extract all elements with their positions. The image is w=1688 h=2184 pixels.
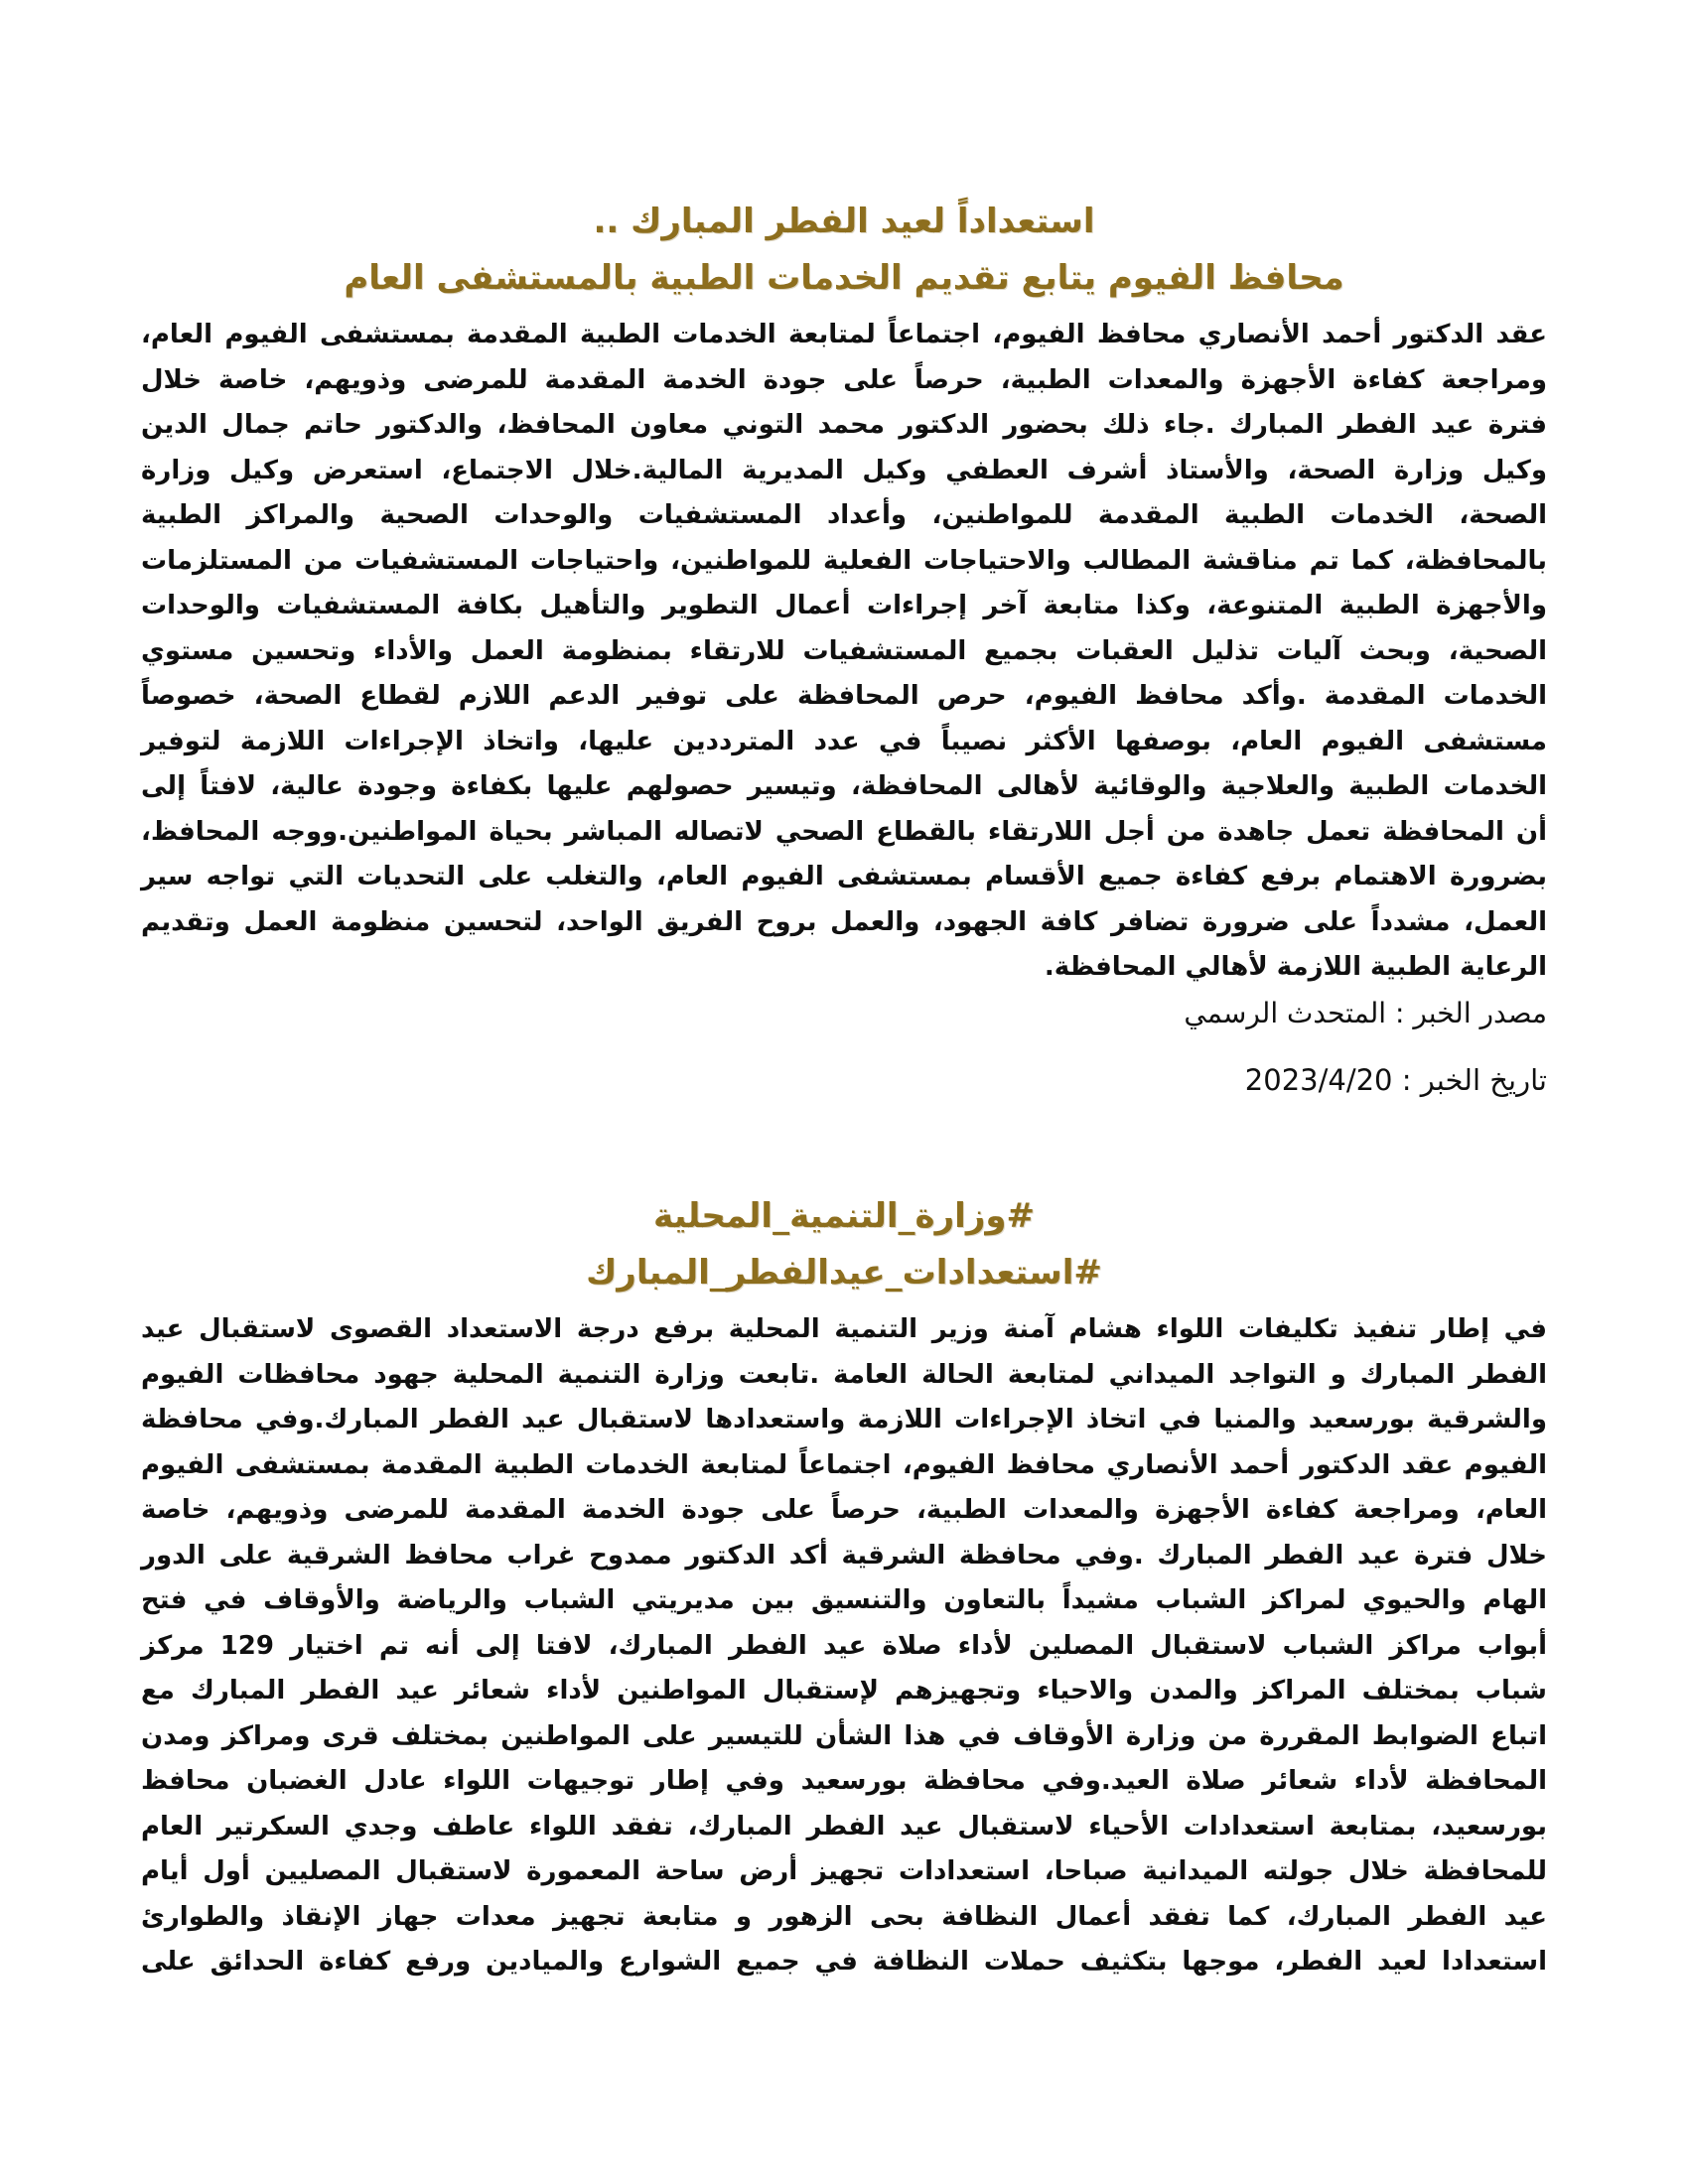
text-line: الصحية، وبحث آليات تذليل العقبات بجميع المستشفيات للارتقاء بمنظومة العمل والأداء وتحسين مستوي <box>141 635 1547 666</box>
text-line: فترة عيد الفطر المبارك .جاء ذلك بحضور الدكتور محمد التوني معاون المحافظ، والدكتور حاتم جمال الدين <box>141 410 1547 440</box>
text-line: العام، ومراجعة كفاءة الأجهزة والمعدات الطبية، حرصاً على جودة الخدمة المقدمة للمرضى وذويهم، خاصة <box>141 1495 1547 1525</box>
text-line: شباب بمختلف المراكز والمدن والاحياء وتجهيزهم لإستقبال المواطنين لأداء شعائر عيد الفطر المبارك مع <box>141 1676 1547 1706</box>
article-ministry-body-lines <box>141 1307 1547 1985</box>
article-fayoum-body-lines <box>141 313 1547 945</box>
text-line: للمحافظة خلال جولته الميدانية صباحا، استعدادات تجهيز أرض ساحة المعمورة لاستقبال المصليين أول أيام <box>141 1856 1547 1886</box>
article-fayoum-body <box>141 313 1547 1103</box>
text-line: استعدادا لعيد الفطر، موجها بتكثيف حملات النظافة في جميع الشوارع والميادين ورفع كفاءة الحدائق على <box>141 1947 1547 1977</box>
hashtag-eid-fitr-preparations: #استعدادات_عيدالفطر_المبارك <box>586 1253 1102 1293</box>
text-line: وكيل وزارة الصحة، والأستاذ أشرف العطفي وكيل المديرية المالية.خلال الاجتماع، استعرض وكيل وزارة <box>141 455 1547 485</box>
text-line: الهام والحيوي لمراكز الشباب مشيداً بالتعاون والتنسيق بين مديريتي الشباب والرياضة والأوقاف في فتح <box>141 1585 1547 1615</box>
text-line: أن المحافظة تعمل جاهدة من أجل اللارتقاء بالقطاع الصحي لاتصاله المباشر بحياة المواطنين.ووجه المحافظ، <box>141 816 1547 847</box>
text-line: الخدمات الطبية والعلاجية والوقائية لأهالى المحافظة، وتيسير حصولهم عليها بكفاءة وجودة عالية، لافتاً إلى <box>141 771 1547 801</box>
hashtag-block <box>141 1188 1547 1301</box>
text-line: خلال فترة عيد الفطر المبارك .وفي محافظة الشرقية أكد الدكتور ممدوح غراب محافظ الشرقية على الدور <box>141 1540 1547 1570</box>
text-line: في إطار تنفيذ تكليفات اللواء هشام آمنة وزير التنمية المحلية برفع درجة الاستعداد القصوى لاستقبال عيد <box>141 1314 1547 1344</box>
text-line: عقد الدكتور أحمد الأنصاري محافظ الفيوم، اجتماعاً لمتابعة الخدمات الطبية المقدمة بمستشفى الفيوم العام، <box>141 320 1547 349</box>
text-line: المحافظة لأداء شعائر صلاة العيد.وفي محافظة بورسعيد وفي إطار توجيهات اللواء عادل الغضبان محافظ <box>141 1766 1547 1796</box>
text-line: الصحة، الخدمات الطبية المقدمة للمواطنين، وأعداد المستشفيات والوحدات الصحية والمراكز الطبية <box>141 500 1547 530</box>
text-line: الخدمات المقدمة .وأكد محافظ الفيوم، حرص المحافظة على توفير الدعم اللازم لقطاع الصحة، خصوصاً <box>141 681 1547 711</box>
text-line: بالمحافظة، كما تم مناقشة المطالب والاحتياجات الفعلية للمواطنين، واحتياجات المستشفيات من المستلزمات <box>141 545 1547 576</box>
text-line: العمل، مشدداً على ضرورة تضافر كافة الجهود، والعمل بروح الفريق الواحد، لتحسين منظومة العمل وتقديم <box>141 906 1547 937</box>
news-date: تاريخ الخبر : 2023/4/20 <box>1244 1063 1547 1097</box>
text-line: والأجهزة الطبية المتنوعة، وكذا متابعة آخر إجراءات أعمال التطوير والتأهيل بكافة المستشفيات والوحدات <box>141 591 1547 620</box>
text-line: أبواب مراكز الشباب لاستقبال المصلين لأداء صلاة عيد الفطر المبارك، لافتا إلى أنه تم اختيار 129 مركز <box>141 1630 1547 1661</box>
article-title-line-2: محافظ الفيوم يتابع تقديم الخدمات الطبية بالمستشفى العام <box>344 258 1344 298</box>
article-title-line-1: استعداداً لعيد الفطر المبارك .. <box>593 202 1095 241</box>
article-header <box>141 194 1547 307</box>
text-line: والشرقية بورسعيد والمنيا في اتخاذ الإجراءات اللازمة واستعدادها لاستقبال عيد الفطر المبارك.وفي محافظة <box>141 1405 1547 1434</box>
article-fayoum-body-last-line: الرعاية الطبية اللازمة لأهالي المحافظة. <box>1044 952 1547 982</box>
text-line: بضرورة الاهتمام برفع كفاءة جميع الأقسام بمستشفى الفيوم العام، والتغلب على التحديات التي تواجه سير <box>141 862 1547 891</box>
text-line: بورسعيد، بمتابعة استعدادات الأحياء لاستقبال عيد الفطر المبارك، تفقد اللواء عاطف وجدي السكرتير العام <box>141 1811 1547 1842</box>
text-line: مستشفى الفيوم العام، بوصفها الأكثر نصيباً في عدد المترددين عليها، واتخاذ الإجراءات اللازمة لتوفير <box>141 726 1547 756</box>
text-line: ومراجعة كفاءة الأجهزة والمعدات الطبية، حرصاً على جودة الخدمة المقدمة للمرضى وذويهم، خاصة خلال <box>141 364 1547 395</box>
text-line: اتباع الضوابط المقررة من وزارة الأوقاف في هذا الشأن للتيسير على المواطنين بمختلف قرى ومراكز ومدن <box>141 1720 1547 1751</box>
hashtag-local-development-ministry: #وزارة_التنمية_المحلية <box>652 1196 1036 1236</box>
text-line: عيد الفطر المبارك، كما تفقد أعمال النظافة بحى الزهور و متابعة تجهيز معدات جهاز الإنقاذ والطوارئ <box>141 1901 1547 1932</box>
text-line: الفطر المبارك و التواجد الميداني لمتابعة الحالة العامة .تابعت وزارة التنمية المحلية جهود محافظات الفيوم <box>141 1359 1547 1390</box>
news-source: مصدر الخبر : المتحدث الرسمي <box>1184 996 1547 1029</box>
text-line: الفيوم عقد الدكتور أحمد الأنصاري محافظ الفيوم، اجتماعاً لمتابعة الخدمات الطبية المقدمة بمستشفى الفيوم <box>141 1449 1547 1480</box>
article-ministry <box>141 1188 1547 1985</box>
